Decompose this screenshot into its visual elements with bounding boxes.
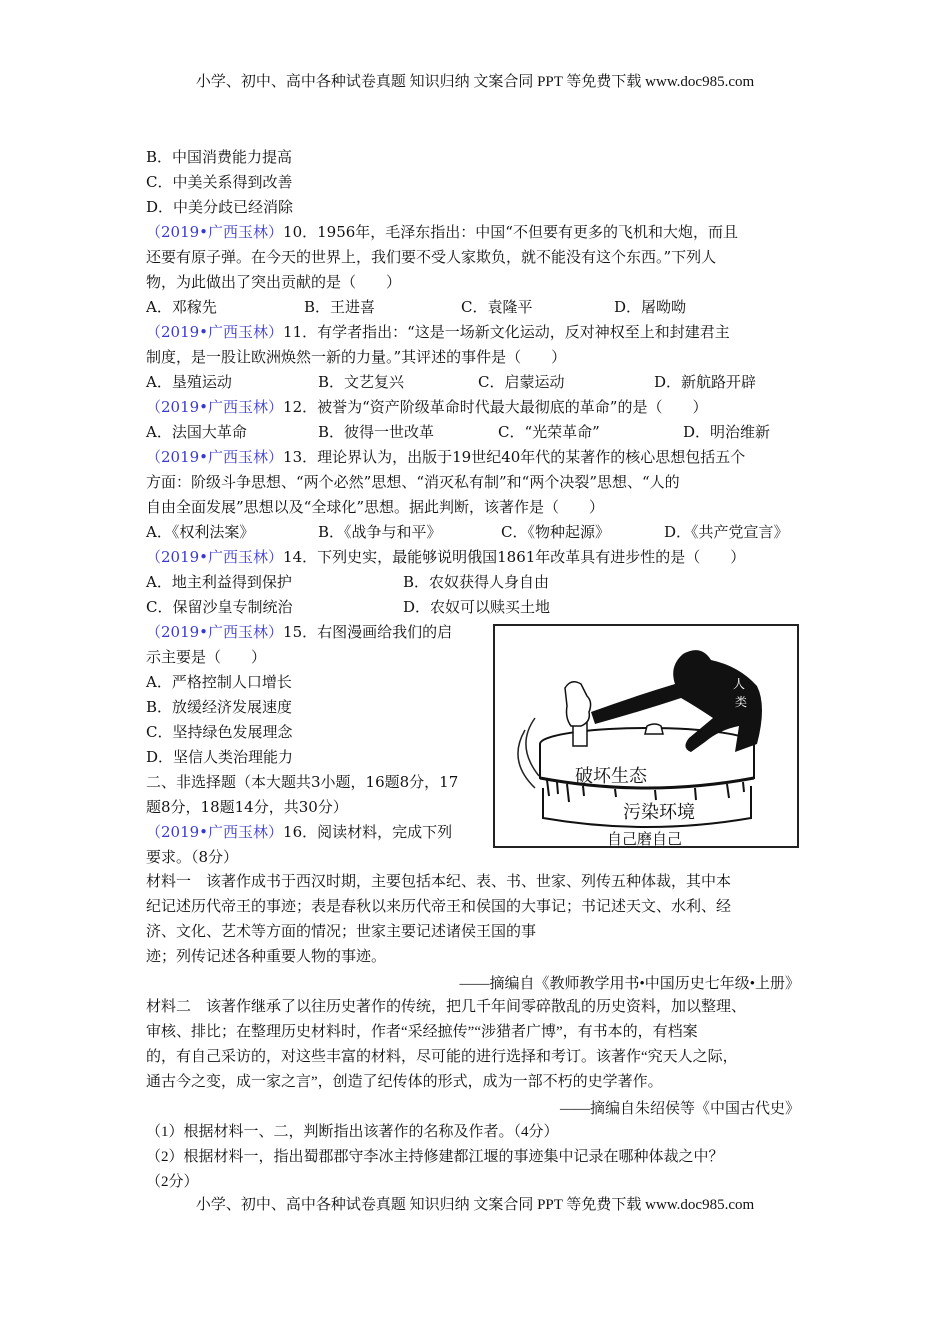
q13-option-a: A．《权利法案》 <box>146 523 255 541</box>
q10-stem-line-3: 物，为此做出了突出贡献的是（ ） <box>146 273 402 291</box>
q13-stem-line-1: （2019•广西玉林）13．理论界认为，出版于19世纪40年代的某著作的核心思想包括五个 <box>146 448 746 466</box>
q16-subquestion-2: （2）根据材料一，指出蜀郡郡守李冰主持修建都江堰的事迹集中记录在哪种体裁之中？ <box>146 1149 724 1165</box>
q14-option-d: D．农奴可以赎买土地 <box>403 598 551 616</box>
q16-stem-line-1: （2019•广西玉林）16．阅读材料，完成下列 <box>146 823 453 841</box>
material-2-line-3: 的，有自己采访的，对这些丰富的材料，尽可能的进行选择和考订。该著作“究天人之际， <box>146 1049 738 1065</box>
section-2-heading-line-2: 题8分，18题14分，共30分） <box>146 798 348 816</box>
q11-option-c: C．启蒙运动 <box>478 373 565 391</box>
material-1-line-3: 济、文化、艺术等方面的情况；世家主要记述诸侯王国的事 <box>146 924 537 940</box>
q12-option-b: B．彼得一世改革 <box>318 423 435 441</box>
q15-option-d: D．坚信人类治理能力 <box>146 748 294 766</box>
q15-source: （2019•广西玉林） <box>146 623 284 641</box>
q12-option-c: C．“光荣革命” <box>498 423 600 441</box>
q13-source: （2019•广西玉林） <box>146 448 284 466</box>
q13-stem-line-2: 方面：阶级斗争思想、“两个必然”思想、“消灭私有制”和“两个决裂”思想、“人的 <box>146 473 680 491</box>
q15-stem-line-2: 示主要是（ ） <box>146 648 267 666</box>
q14-stem-line-1: （2019•广西玉林）14．下列史实，最能够说明俄国1861年改革具有进步性的是（ ） <box>146 548 746 566</box>
q11-option-a: A．垦殖运动 <box>146 373 232 391</box>
q14-option-c: C．保留沙皇专制统治 <box>146 598 293 616</box>
material-2-line-2: 审核、排比；在整理历史材料时，作者“采经摭传”“涉猎者广博”，有书本的，有档案 <box>146 1024 698 1040</box>
material-1-line-1: 材料一 该著作成书于西汉时期，主要包括本纪、表、书、世家、列传五种体裁，其中本 <box>146 874 732 890</box>
q13-option-c: C．《物种起源》 <box>501 523 610 541</box>
section-2-heading-line-1: 二、非选择题（本大题共3小题，16题8分，17 <box>146 773 459 791</box>
q12-source: （2019•广西玉林） <box>146 398 284 416</box>
q11-option-d: D．新航路开辟 <box>654 373 757 391</box>
q10-option-b: B．王进喜 <box>304 298 376 316</box>
cartoon-label-pollute-environment: 污染环境 <box>623 802 695 823</box>
q16-subquestion-2-score: （2分） <box>146 1174 199 1190</box>
cartoon-caption: 自己磨自己 <box>607 830 683 848</box>
q9-option-b: B．中国消费能力提高 <box>146 148 293 166</box>
cartoon-image <box>493 624 799 848</box>
page-footer: 小学、初中、高中各种试卷真题 知识归纳 文案合同 PPT 等免费下载 www.doc985.com <box>195 1197 755 1213</box>
q16-subquestion-1: （1）根据材料一、二，判断指出该著作的名称及作者。（4分） <box>146 1124 559 1140</box>
page-header: 小学、初中、高中各种试卷真题 知识归纳 文案合同 PPT 等免费下载 www.doc985.com <box>195 74 755 90</box>
q14-option-a: A．地主利益得到保护 <box>146 573 292 591</box>
q9-option-c: C．中美关系得到改善 <box>146 173 293 191</box>
q11-option-b: B．文艺复兴 <box>318 373 405 391</box>
material-2-line-4: 通古今之变，成一家之言”，创造了纪传体的形式，成为一部不朽的史学著作。 <box>146 1074 663 1090</box>
q10-stem-line-2: 还要有原子弹。在今天的世界上，我们要不受人家欺负，就不能没有这个东西。”下列人 <box>146 248 717 266</box>
q11-stem-line-1: （2019•广西玉林）11．有学者指出：“这是一场新文化运动，反对神权至上和封建君主 <box>146 323 730 341</box>
material-1-line-2: 纪记述历代帝王的事迹；表是春秋以来历代帝王和侯国的大事记；书记述天文、水利、经 <box>146 899 732 915</box>
q15-option-a: A．严格控制人口增长 <box>146 673 292 691</box>
q10-option-a: A．邓稼先 <box>146 298 217 316</box>
q12-option-d: D．明治维新 <box>683 423 771 441</box>
q10-option-d: D．屠呦呦 <box>614 298 687 316</box>
q13-option-b: B．《战争与和平》 <box>318 523 442 541</box>
q12-option-a: A．法国大革命 <box>146 423 247 441</box>
q16-stem-line-2: 要求。（8分） <box>146 848 239 866</box>
q13-stem-line-3: 自由全面发展”思想以及“全球化”思想。据此判断，该著作是（ ） <box>146 498 605 516</box>
q11-source: （2019•广西玉林） <box>146 323 284 341</box>
svg-text:类: 类 <box>735 695 748 709</box>
q11-stem-line-2: 制度，是一股让欧洲焕然一新的力量。”其评述的事件是（ ） <box>146 348 567 366</box>
q10-option-c: C．袁隆平 <box>461 298 533 316</box>
q10-source: （2019•广西玉林） <box>146 223 284 241</box>
q10-stem-line-1: （2019•广西玉林）10．1956年，毛泽东指出：中国“不但要有更多的飞机和大炮，而且 <box>146 223 738 241</box>
q16-source: （2019•广西玉林） <box>146 823 284 841</box>
q15-stem-line-1: （2019•广西玉林）15．右图漫画给我们的启 <box>146 623 453 641</box>
material-1-line-4: 迹；列传记述各种重要人物的事迹。 <box>146 949 387 965</box>
q15-option-b: B．放缓经济发展速度 <box>146 698 293 716</box>
material-2-citation: ——摘编自朱绍侯等《中国古代史》 <box>559 1101 800 1117</box>
q9-option-d: D．中美分歧已经消除 <box>146 198 294 216</box>
material-1-citation: ——摘编自《教师教学用书•中国历史七年级•上册》 <box>459 976 800 992</box>
cartoon-label-destroy-ecology: 破坏生态 <box>575 766 647 787</box>
q14-option-b: B．农奴获得人身自由 <box>403 573 550 591</box>
material-2-line-1: 材料二 该著作继承了以往历史著作的传统，把几千年间零碎散乱的历史资料，加以整理、 <box>146 999 747 1015</box>
q13-option-d: D．《共产党宣言》 <box>664 523 789 541</box>
q12-stem-line-1: （2019•广西玉林）12．被誉为“资产阶级革命时代最大最彻底的革命”的是（ ） <box>146 398 708 416</box>
figure-label-text: 人 <box>733 677 746 691</box>
q15-option-c: C．坚持绿色发展理念 <box>146 723 293 741</box>
q14-source: （2019•广西玉林） <box>146 548 284 566</box>
